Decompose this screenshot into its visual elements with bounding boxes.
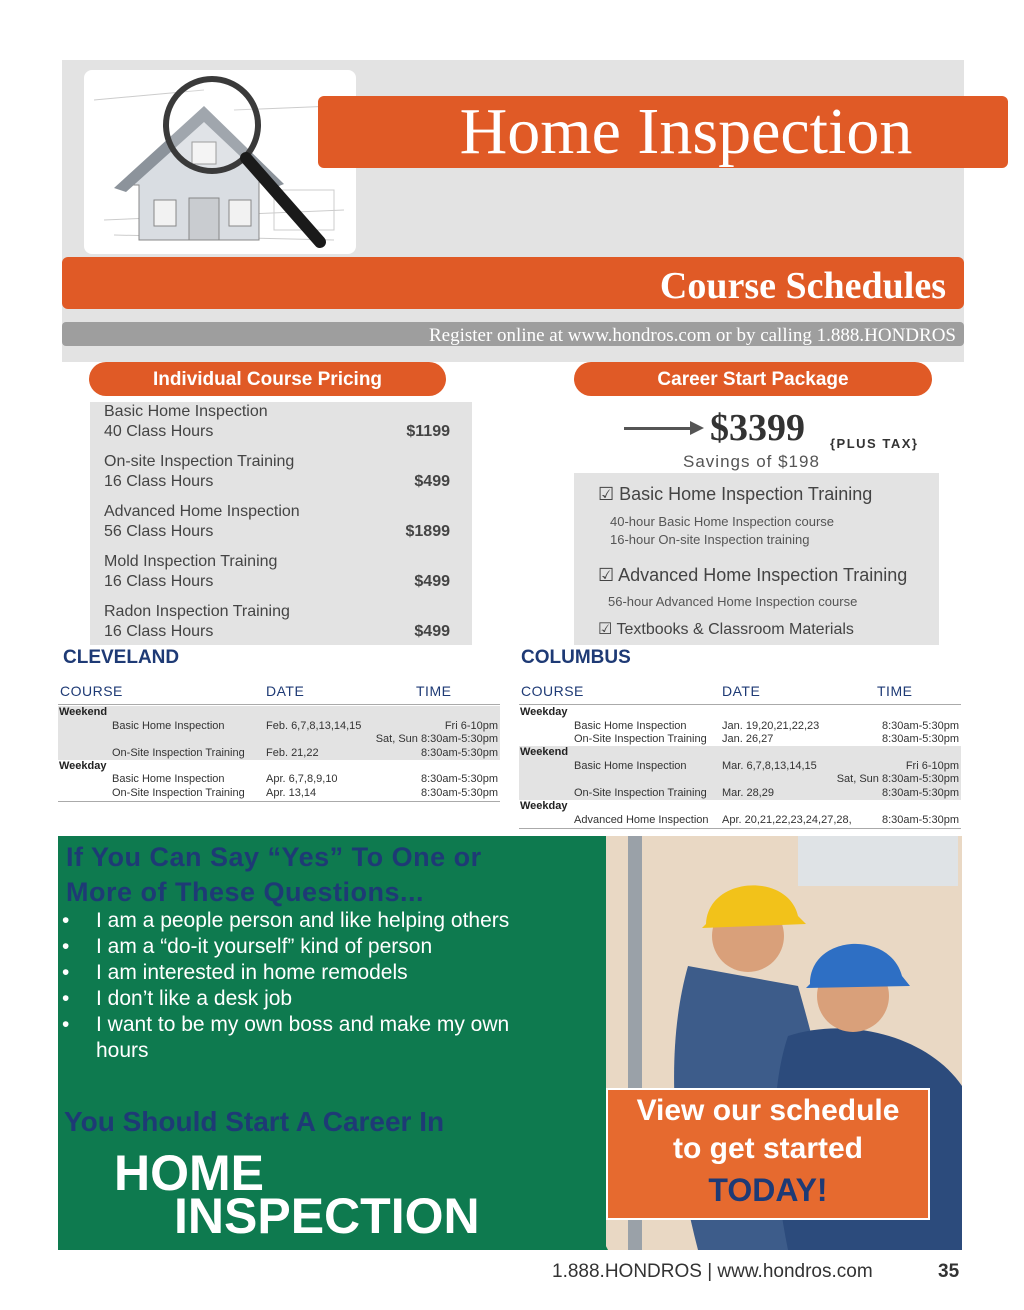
course-hours: 16 Class Hours [104, 473, 214, 490]
course-name: Advanced Home Inspection [104, 503, 300, 520]
page-subtitle: Course Schedules [659, 265, 946, 307]
promo-home: HOME [114, 1145, 264, 1201]
register-text: Register online at www.hondros.com or by calling 1.888.HONDROS [428, 325, 956, 346]
package-item: ☑ Textbooks & Classroom Materials [598, 621, 854, 638]
arrow-head-icon [690, 421, 704, 435]
course-price: $1199 [406, 423, 450, 440]
schedule-time: 8:30am-5:30pm [420, 747, 498, 759]
columbus-heading: COLUMBUS [521, 647, 631, 668]
price-item [104, 502, 450, 548]
group-label: Weekday [520, 706, 568, 718]
schedule-course: Basic Home Inspection [574, 760, 687, 772]
career-package-heading: Career Start Package [574, 362, 932, 396]
package-price: $3399 [710, 407, 805, 449]
schedule-time: Sat, Sun 8:30am-5:30pm [375, 733, 498, 745]
price-item [104, 552, 450, 598]
course-price: $499 [414, 473, 450, 490]
schedule-date: Apr. 6,7,8,9,10 [266, 773, 338, 785]
group-label: Weekend [59, 706, 108, 718]
course-hours: 56 Class Hours [104, 523, 214, 540]
course-hours: 16 Class Hours [104, 573, 214, 590]
course-price: $499 [414, 573, 450, 590]
promo-panel-arrow [518, 1077, 608, 1250]
schedule-date: Feb. 21,22 [266, 747, 319, 759]
schedule-time: Fri 6-10pm [444, 720, 498, 732]
schedule-date: Jan. 26,27 [722, 733, 774, 745]
schedule-time: 8:30am-5:30pm [881, 733, 959, 745]
individual-pricing-heading: Individual Course Pricing [89, 362, 446, 396]
promo-bullets [62, 908, 510, 1064]
course-hours: 40 Class Hours [104, 423, 214, 440]
course-name: Mold Inspection Training [104, 553, 278, 570]
schedule-course: On-Site Inspection Training [574, 733, 707, 745]
course-name: On-site Inspection Training [104, 453, 295, 470]
column-header-date: DATE [266, 683, 305, 699]
divider [58, 801, 500, 802]
cta-today: TODAY! [708, 1172, 828, 1208]
group-label: Weekend [520, 746, 569, 758]
footer-contact: 1.888.HONDROS | www.hondros.com [552, 1261, 873, 1282]
package-detail: 40-hour Basic Home Inspection course [610, 514, 835, 529]
divider [519, 828, 961, 829]
schedule-time: 8:30am-5:30pm [881, 787, 959, 799]
page-number: 35 [938, 1261, 960, 1282]
arrow-icon [624, 427, 696, 430]
schedule-date: Feb. 6,7,8,13,14,15 [266, 720, 362, 732]
cta-line: to get started [672, 1132, 864, 1165]
price-item [104, 452, 450, 498]
promo-bullet: • I am a “do-it yourself” kind of person [62, 934, 510, 960]
promo-inspection: INSPECTION [174, 1188, 480, 1244]
group-label: Weekday [59, 760, 107, 772]
column-header-course: COURSE [521, 683, 584, 699]
schedule-course: Basic Home Inspection [112, 773, 225, 785]
page-title: Home Inspection [459, 95, 913, 168]
schedule-course: On-Site Inspection Training [112, 747, 245, 759]
promo-bullet: • I don’t like a desk job [62, 986, 510, 1012]
schedule-time: 8:30am-5:30pm [420, 773, 498, 785]
divider [58, 704, 500, 705]
schedule-date: Apr. 13,14 [266, 787, 317, 799]
schedule-course: On-Site Inspection Training [112, 787, 245, 799]
schedule-time: 8:30am-5:30pm [881, 814, 959, 826]
course-hours: 16 Class Hours [104, 623, 214, 640]
schedule-date: Apr. 20,21,22,23,24,27,28, [722, 814, 852, 826]
price-item [104, 602, 450, 648]
schedule-course: Basic Home Inspection [112, 720, 225, 732]
schedule-time: Sat, Sun 8:30am-5:30pm [836, 773, 959, 785]
price-item [104, 402, 450, 448]
package-detail: 16-hour On-site Inspection training [610, 532, 810, 547]
house-magnifier-image [84, 70, 356, 254]
schedule-date: Jan. 19,20,21,22,23 [722, 720, 820, 732]
package-detail: 56-hour Advanced Home Inspection course [608, 594, 858, 609]
savings-note: Savings of $198 [683, 452, 820, 471]
schedule-time: Fri 6-10pm [905, 760, 959, 772]
schedule-course: Basic Home Inspection [574, 720, 687, 732]
column-header-time: TIME [416, 683, 452, 699]
package-item: ☑ Advanced Home Inspection Training [598, 565, 908, 585]
promo-start: You Should Start A Career In [64, 1106, 445, 1137]
promo-question: If You Can Say “Yes” To One or More of These Questions... [66, 842, 482, 907]
schedule-course: On-Site Inspection Training [574, 787, 707, 799]
divider [519, 704, 961, 705]
schedule-date: Mar. 28,29 [722, 787, 774, 799]
promo-bullet: • I want to be my own boss and make my own hours [62, 1012, 510, 1064]
schedule-time: 8:30am-5:30pm [881, 720, 959, 732]
schedule-date: Mar. 6,7,8,13,14,15 [722, 760, 817, 772]
column-header-time: TIME [877, 683, 913, 699]
promo-bullet: • I am a people person and like helping others [62, 908, 510, 934]
column-header-date: DATE [722, 683, 761, 699]
cleveland-heading: CLEVELAND [63, 647, 180, 668]
plus-tax-note: {PLUS TAX} [830, 436, 919, 451]
cta-line: View our schedule [636, 1094, 900, 1127]
promo-bullet: • I am interested in home remodels [62, 960, 510, 986]
column-header-course: COURSE [60, 683, 123, 699]
course-name: Radon Inspection Training [104, 603, 290, 620]
schedule-time: 8:30am-5:30pm [420, 787, 498, 799]
course-price: $499 [414, 623, 450, 640]
group-label: Weekday [520, 800, 568, 812]
schedule-course: Advanced Home Inspection [574, 814, 709, 826]
course-name: Basic Home Inspection [104, 403, 268, 420]
package-item: ☑ Basic Home Inspection Training [598, 484, 873, 504]
course-price: $1899 [405, 523, 450, 540]
